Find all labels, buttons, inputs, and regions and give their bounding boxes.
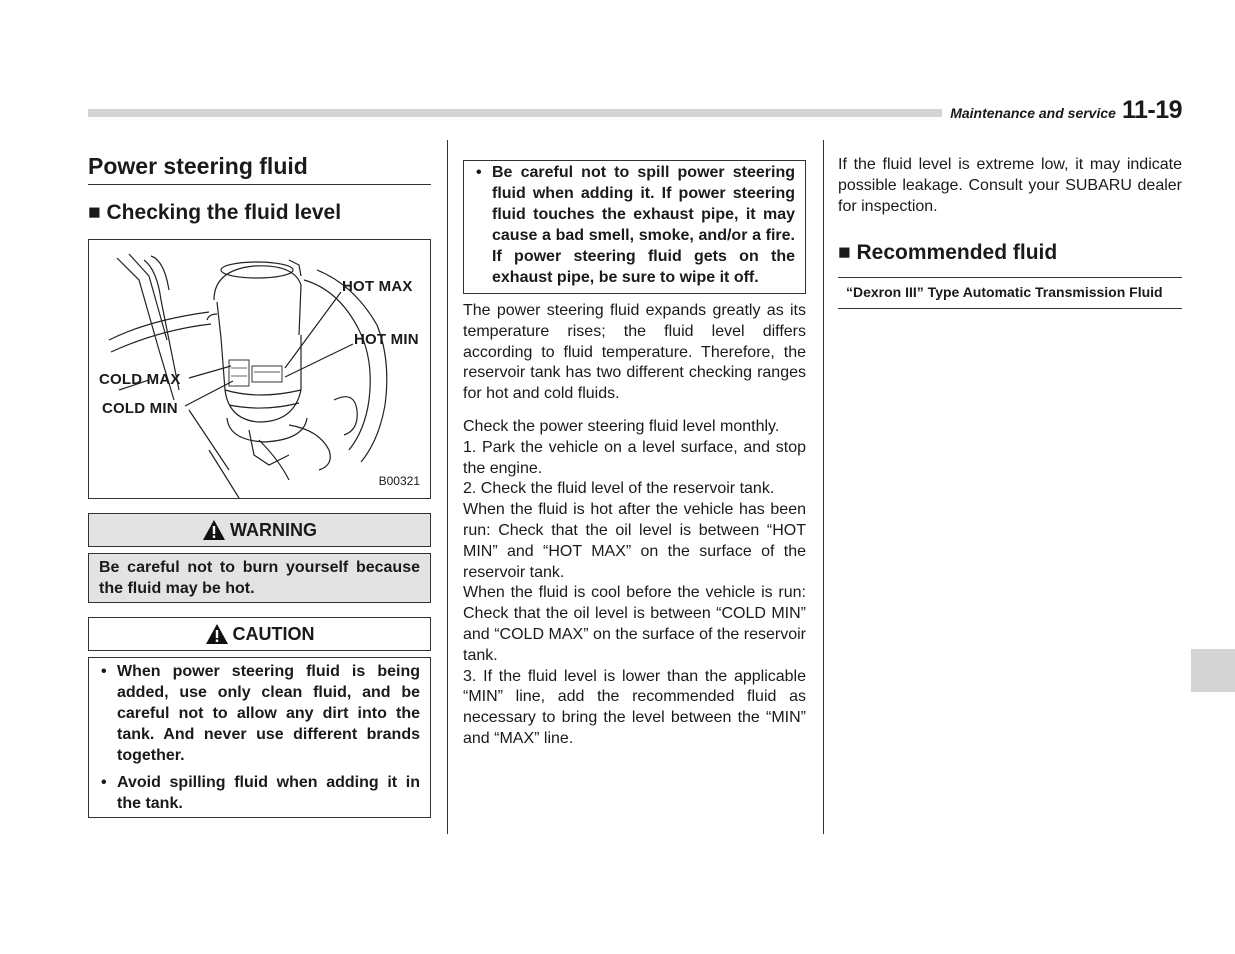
chapter-side-tab (1191, 649, 1235, 692)
paragraph-hot-check: When the fluid is hot after the vehicle has been run: Check that the oil level is between “HOT MIN” and “HOT MAX” on the surface of the reservoir tank. (463, 501, 806, 581)
paragraph-cold-check: When the fluid is cool before the vehicle is run: Check that the oil level is between “COLD MIN” and “COLD MAX” on the surface of the reservoir tank. (463, 584, 806, 664)
right-column (838, 155, 1182, 309)
caution-item: • Be careful not to spill power steering fluid when adding it. If power steering fluid touches the exhaust pipe, it may cause a bad smell, smoke, and/or a fire. If power steering fluid gets on the exhaust pipe, be sure to wipe it off. (474, 162, 795, 288)
recommended-fluid-title: ■ Recommended fluid (838, 241, 1058, 265)
step-3: 3. If the fluid level is lower than the applicable “MIN” line, add the recommended fluid as necessary to bring the level between the “MIN” and “MAX” line. (463, 667, 806, 747)
left-column (88, 152, 431, 818)
column-divider-2 (823, 140, 824, 834)
caution-header (88, 617, 431, 651)
caution-triangle-icon (205, 622, 229, 646)
reservoir-figure (88, 239, 431, 499)
caution-label: CAUTION (232, 623, 315, 644)
header-section-title: Maintenance and service (950, 105, 1116, 121)
hot-min-label: HOT MIN (354, 331, 419, 348)
hot-max-label: HOT MAX (342, 278, 413, 295)
paragraph-leakage: If the fluid level is extreme low, it may indicate possible leakage. Consult your SUBARU dealer for inspection. (838, 156, 1182, 215)
page-header (942, 96, 1182, 125)
warning-label: WARNING (230, 519, 317, 540)
warning-text-box (88, 553, 431, 603)
cold-max-label: COLD MAX (99, 371, 181, 388)
warning-triangle-icon (202, 518, 226, 542)
caution-item: • When power steering fluid is being added, use only clean fluid, and be careful not to allow any dirt into the tank. And never use different brands together. (99, 661, 420, 766)
page-number: 11-19 (1121, 96, 1182, 124)
cold-min-label: COLD MIN (102, 400, 178, 417)
caution-item: • Avoid spilling fluid when adding it in the tank. (99, 772, 420, 814)
figure-id: B00321 (378, 474, 420, 488)
step-2: 2. Check the fluid level of the reservoir tank. (463, 480, 775, 498)
caution-continued-box (463, 160, 806, 294)
caution-text-box (88, 657, 431, 818)
column-divider-1 (447, 140, 448, 834)
warning-text: Be careful not to burn yourself because the fluid may be hot. (99, 559, 420, 597)
paragraph-expansion: The power steering fluid expands greatly as its temperature rises; the fluid level differs according to fluid temperature. Therefore, the reservoir tank has two different checking ranges for hot and cold fluids. (463, 302, 806, 403)
recommended-fluid-spec: “Dexron III” Type Automatic Transmission Fluid (838, 277, 1182, 309)
middle-column (463, 160, 806, 750)
step-1: 1. Park the vehicle on a level surface, and stop the engine. (463, 438, 806, 477)
subsection-title: ■ Checking the fluid level (88, 201, 342, 224)
warning-header (88, 513, 431, 547)
section-title: Power steering fluid (88, 152, 431, 185)
paragraph-monthly-check: Check the power steering fluid level monthly. (463, 417, 780, 435)
